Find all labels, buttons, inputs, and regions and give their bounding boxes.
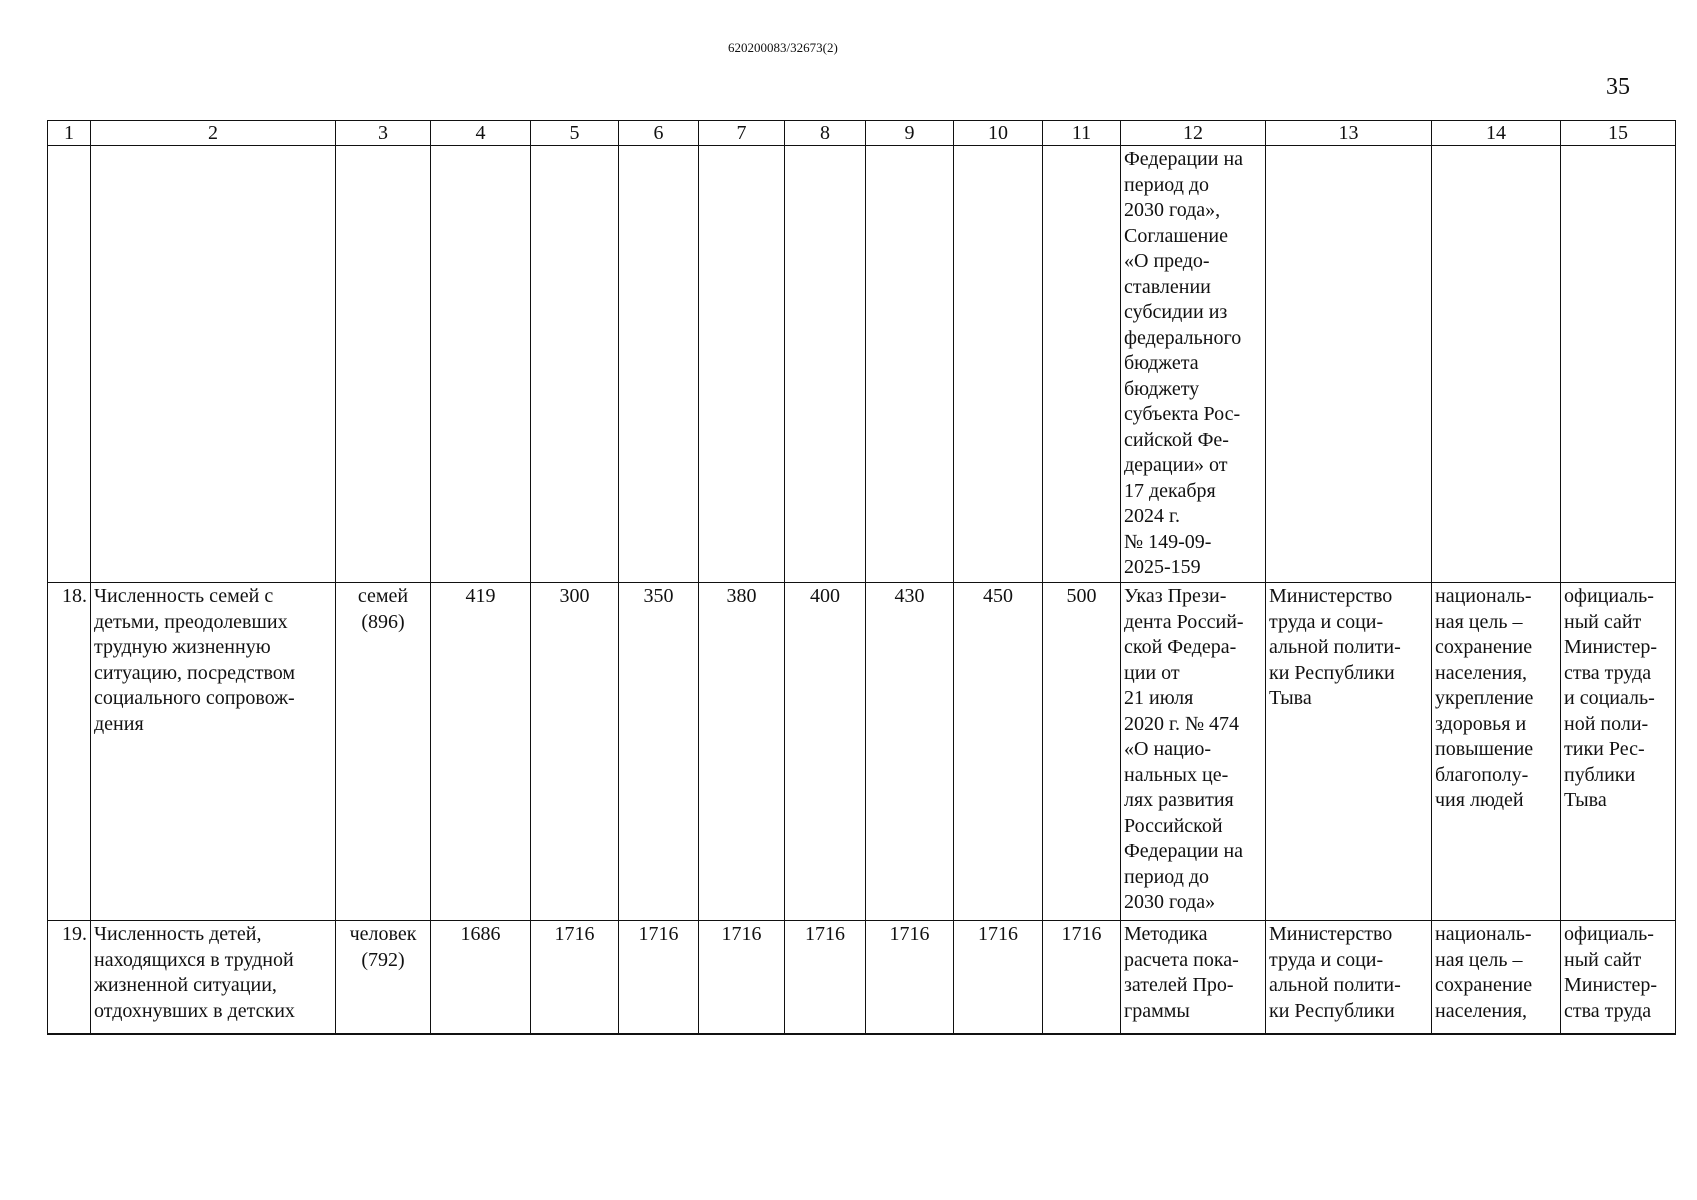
column-number: 5 (531, 121, 619, 146)
value-cell: 300 (531, 583, 619, 921)
source-cell: официаль- ный сайт Министер- ства труда и социаль- ной поли- тики Рес- публики Тыва (1561, 583, 1676, 921)
page-number: 35 (1606, 74, 1630, 100)
indicator-cell: Численность семей с детьми, преодолевших трудную жизненную ситуацию, посредством социального сопровож- дения (91, 583, 336, 921)
row-number: 19. (48, 921, 91, 1034)
basis-cell: Указ Прези- дента Россий- ской Федера- ции от 21 июля 2020 г. № 474 «О нацио- нальных це- лях развития Российской Федерации на период до 2030 года» (1121, 583, 1266, 921)
source-cell (1561, 146, 1676, 583)
value-cell (866, 146, 954, 583)
responsible-cell: Министерство труда и соци- альной полити- ки Республики (1266, 921, 1432, 1034)
goal-cell: националь- ная цель – сохранение населения, (1432, 921, 1561, 1034)
column-number: 12 (1121, 121, 1266, 146)
responsible-cell (1266, 146, 1432, 583)
value-cell: 430 (866, 583, 954, 921)
column-number: 7 (699, 121, 785, 146)
unit-cell: семей (896) (336, 583, 431, 921)
value-cell: 1716 (699, 921, 785, 1034)
row-number: 18. (48, 583, 91, 921)
value-cell: 1716 (619, 921, 699, 1034)
column-number: 3 (336, 121, 431, 146)
column-number: 4 (431, 121, 531, 146)
column-number: 15 (1561, 121, 1676, 146)
value-cell (954, 146, 1043, 583)
value-cell: 1716 (785, 921, 866, 1034)
column-number: 8 (785, 121, 866, 146)
goal-cell (1432, 146, 1561, 583)
table-row (48, 921, 1676, 1034)
value-cell: 380 (699, 583, 785, 921)
value-cell: 419 (431, 583, 531, 921)
basis-cell: Федерации на период до 2030 года», Соглашение «О предо- ставлении субсидии из федерального бюджета бюджету субъекта Рос- сийской Фе- дерации» от 17 декабря 2024 г. № 149-09- 2025-159 (1121, 146, 1266, 583)
value-cell (785, 146, 866, 583)
table-row (48, 146, 1676, 583)
row-number (48, 146, 91, 583)
column-number: 14 (1432, 121, 1561, 146)
value-cell (619, 146, 699, 583)
document-id: 620200083/32673(2) (728, 40, 838, 55)
goal-cell: националь- ная цель – сохранение населения, укрепление здоровья и повышение благополу- чия людей (1432, 583, 1561, 921)
unit-cell (336, 146, 431, 583)
column-number: 13 (1266, 121, 1432, 146)
value-cell (1043, 146, 1121, 583)
value-cell: 350 (619, 583, 699, 921)
value-cell: 400 (785, 583, 866, 921)
column-number: 1 (48, 121, 91, 146)
source-cell: официаль- ный сайт Министер- ства труда (1561, 921, 1676, 1034)
unit-cell: человек (792) (336, 921, 431, 1034)
value-cell (699, 146, 785, 583)
column-number-row (48, 121, 1676, 146)
column-number: 10 (954, 121, 1043, 146)
value-cell: 500 (1043, 583, 1121, 921)
column-number: 6 (619, 121, 699, 146)
table-row (48, 583, 1676, 921)
responsible-cell: Министерство труда и соци- альной полити- ки Республики Тыва (1266, 583, 1432, 921)
indicator-cell (91, 146, 336, 583)
basis-cell: Методика расчета пока- зателей Про- граммы (1121, 921, 1266, 1034)
value-cell: 1686 (431, 921, 531, 1034)
value-cell (431, 146, 531, 583)
value-cell: 1716 (531, 921, 619, 1034)
indicators-table (47, 120, 1676, 1035)
value-cell: 450 (954, 583, 1043, 921)
column-number: 11 (1043, 121, 1121, 146)
indicator-cell: Численность детей, находящихся в трудной жизненной ситуации, отдохнувших в детских (91, 921, 336, 1034)
column-number: 2 (91, 121, 336, 146)
value-cell: 1716 (866, 921, 954, 1034)
value-cell (531, 146, 619, 583)
value-cell: 1716 (954, 921, 1043, 1034)
value-cell: 1716 (1043, 921, 1121, 1034)
column-number: 9 (866, 121, 954, 146)
